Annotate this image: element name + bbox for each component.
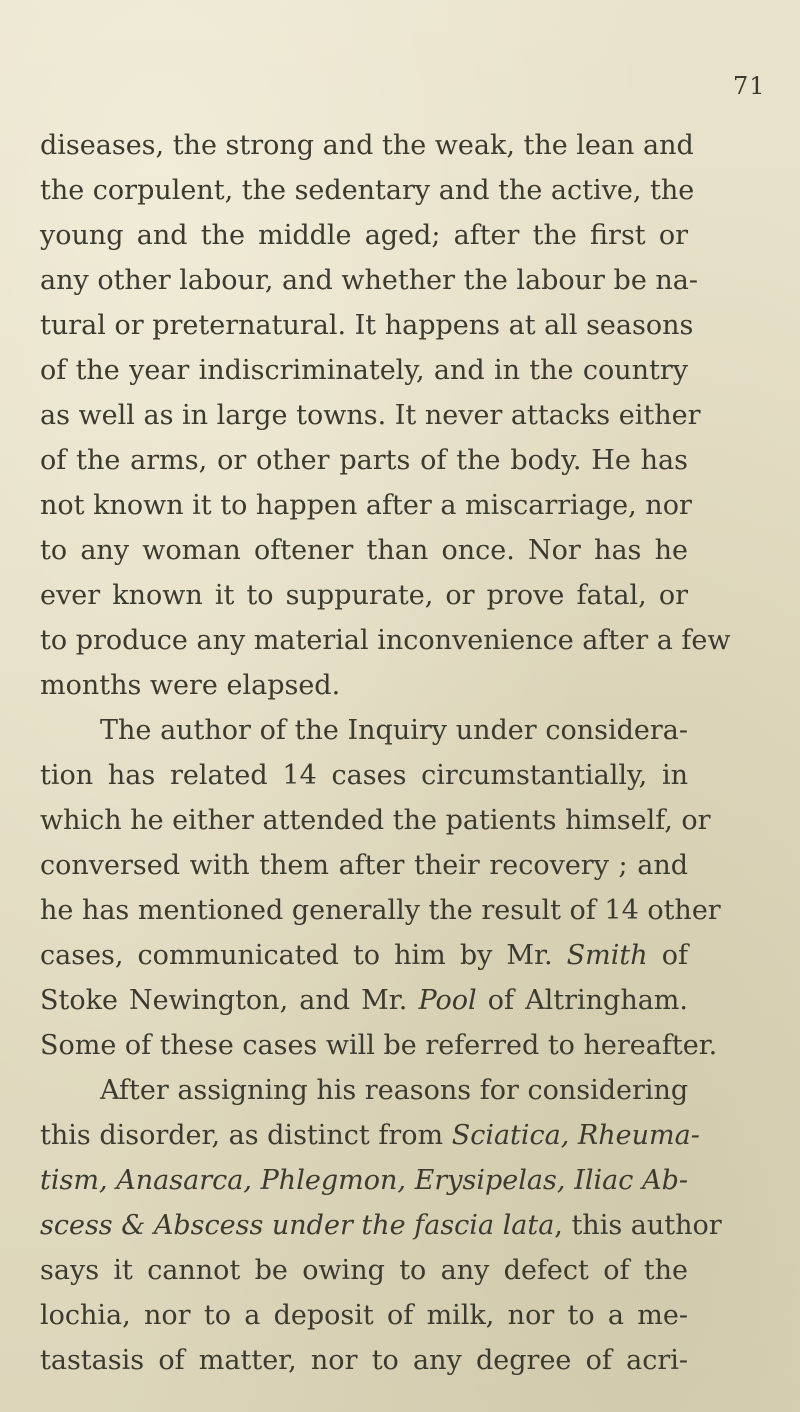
text-line: any other labour, and whether the labour be na- — [40, 265, 698, 296]
text-line: this disorder, as distinct from Sciatica, Rheuma- — [40, 1120, 700, 1151]
text-line: ever known it to suppurate, or prove fatal, or — [40, 580, 688, 611]
body-text — [40, 123, 731, 1383]
text-line: the corpulent, the sedentary and the active, the — [40, 175, 695, 206]
text-line: Stoke Newington, and Mr. Pool of Altringham. — [40, 985, 688, 1016]
text-line: After assigning his reasons for considering — [100, 1075, 689, 1106]
text-line: conversed with them after their recovery ; and — [40, 850, 688, 881]
text-line: tural or preternatural. It happens at all seasons — [40, 310, 694, 341]
text-line: months were elapsed. — [40, 670, 341, 701]
text-line: to produce any material inconvenience after a few — [40, 625, 731, 656]
paragraph-3 — [40, 1068, 722, 1383]
text-line: which he either attended the patients himself, or — [40, 805, 711, 836]
text-line: young and the middle aged; after the first or — [40, 220, 688, 251]
paragraph-2 — [40, 708, 721, 1068]
text-line: Some of these cases will be referred to hereafter. — [40, 1030, 718, 1061]
paragraph-1 — [40, 123, 731, 708]
text-line: of the arms, or other parts of the body. He has — [40, 445, 688, 476]
text-line: to any woman oftener than once. Nor has he — [40, 535, 688, 566]
text-line: says it cannot be owing to any defect of the — [40, 1255, 688, 1286]
text-line: tastasis of matter, nor to any degree of acri- — [40, 1345, 688, 1376]
text-line: cases, communicated to him by Mr. Smith of — [40, 940, 688, 971]
text-line: as well as in large towns. It never attacks either — [40, 400, 701, 431]
text-line: diseases, the strong and the weak, the lean and — [40, 130, 694, 161]
text-line: of the year indiscriminately, and in the country — [40, 355, 688, 386]
text-line: he has mentioned generally the result of 14 other — [40, 895, 721, 926]
text-line: not known it to happen after a miscarriage, nor — [40, 490, 692, 521]
text-line: tion has related 14 cases circumstantially, in — [40, 760, 688, 791]
text-line: The author of the Inquiry under considera- — [100, 715, 688, 746]
text-line: tism, Anasarca, Phlegmon, Erysipelas, Iliac Ab- — [40, 1165, 688, 1196]
page-number: 71 — [733, 72, 766, 100]
text-line: lochia, nor to a deposit of milk, nor to a me- — [40, 1300, 688, 1331]
text-line: scess & Abscess under the fascia lata, this author — [40, 1210, 722, 1241]
